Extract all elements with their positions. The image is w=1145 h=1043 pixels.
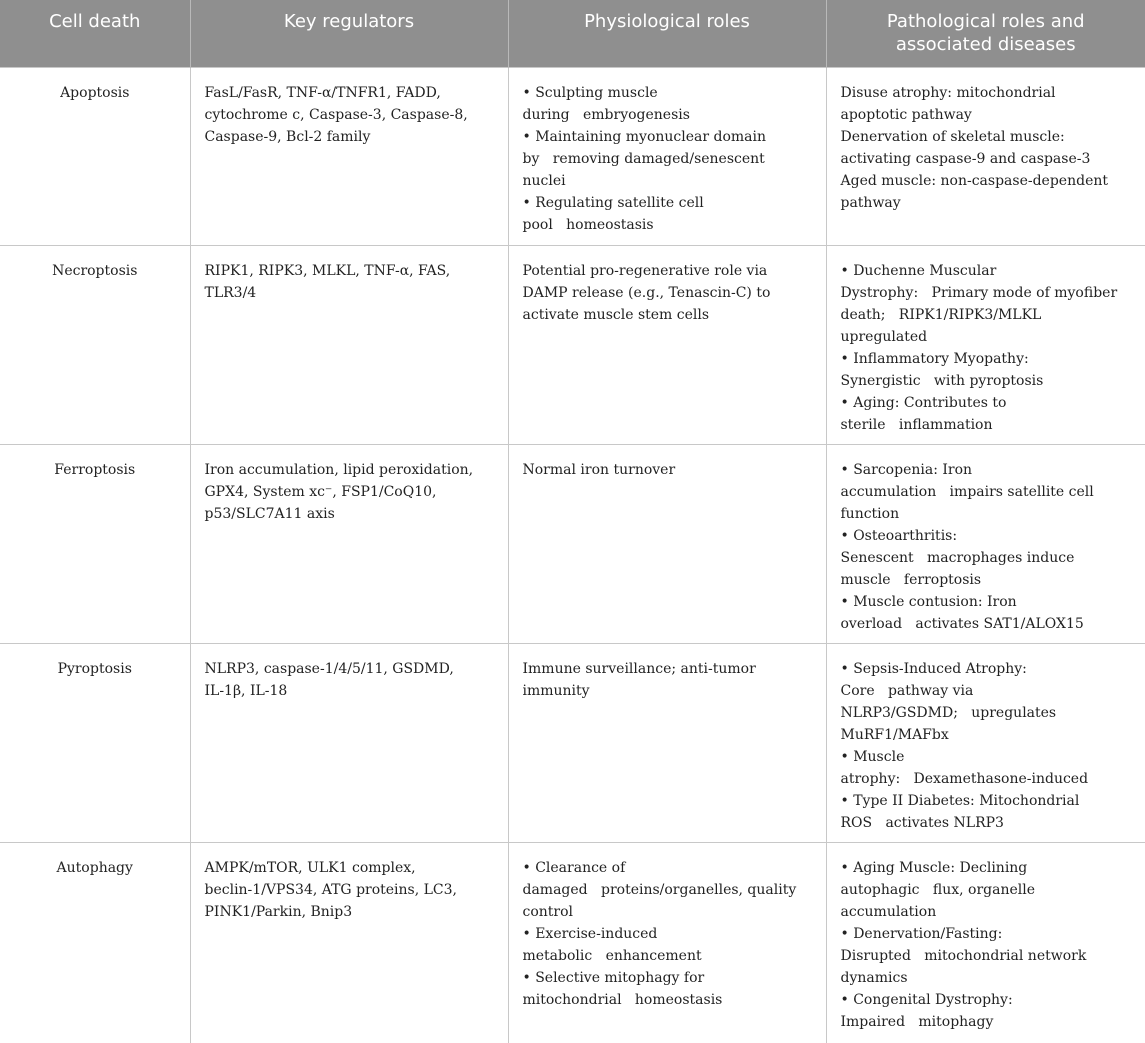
physiological-line: damaged proteins/organelles, quality bbox=[522, 882, 797, 898]
pathological-line: • Sarcopenia: Iron bbox=[840, 462, 973, 478]
pathological-line: • Aging Muscle: Declining bbox=[840, 860, 1028, 876]
pathological-line: Disuse atrophy: mitochondrial bbox=[840, 85, 1056, 101]
regulators-cell bbox=[190, 445, 508, 644]
regulators-line: cytochrome c, Caspase-3, Caspase-8, bbox=[204, 107, 468, 123]
regulators-line: IL-1β, IL-18 bbox=[204, 683, 288, 699]
pathological-line: pathway bbox=[840, 195, 901, 211]
regulators-cell bbox=[190, 68, 508, 246]
header-pathological-roles bbox=[826, 0, 1145, 68]
physiological-line: DAMP release (e.g., Tenascin-C) to bbox=[522, 285, 771, 301]
regulators-line: p53/SLC7A11 axis bbox=[204, 506, 335, 522]
regulators-line: NLRP3, caspase-1/4/5/11, GSDMD, bbox=[204, 661, 454, 677]
physiological-cell bbox=[508, 843, 826, 1043]
regulators-cell bbox=[190, 843, 508, 1043]
physiological-line: Normal iron turnover bbox=[522, 462, 676, 478]
pathological-line: • Duchenne Muscular bbox=[840, 263, 997, 279]
pathological-cell bbox=[826, 644, 1145, 843]
cell-death-name: Autophagy bbox=[0, 843, 190, 1043]
physiological-cell bbox=[508, 246, 826, 445]
physiological-cell bbox=[508, 445, 826, 644]
header-key-regulators: Key regulators bbox=[190, 0, 508, 68]
pathological-line: • Muscle contusion: Iron bbox=[840, 594, 1017, 610]
pathological-line: autophagic flux, organelle bbox=[840, 882, 1035, 898]
pathological-line: overload activates SAT1/ALOX15 bbox=[840, 616, 1084, 632]
pathological-line: ROS activates NLRP3 bbox=[840, 815, 1004, 831]
physiological-line: by removing damaged/senescent bbox=[522, 151, 765, 167]
header-pathological-line-1: Pathological roles and bbox=[886, 11, 1085, 32]
pathological-line: Impaired mitophagy bbox=[840, 1014, 994, 1030]
physiological-line: activate muscle stem cells bbox=[522, 307, 710, 323]
pathological-line: Dystrophy: Primary mode of myofiber bbox=[840, 285, 1118, 301]
pathological-line: Disrupted mitochondrial network bbox=[840, 948, 1087, 964]
pathological-line: sterile inflammation bbox=[840, 417, 993, 433]
physiological-line: • Selective mitophagy for bbox=[522, 970, 705, 986]
physiological-line: metabolic enhancement bbox=[522, 948, 702, 964]
physiological-line: • Sculpting muscle bbox=[522, 85, 658, 101]
pathological-line: accumulation bbox=[840, 904, 937, 920]
pathological-line: • Muscle bbox=[840, 749, 905, 765]
regulators-line: AMPK/mTOR, ULK1 complex, bbox=[204, 860, 416, 876]
physiological-line: pool homeostasis bbox=[522, 217, 654, 233]
regulators-cell bbox=[190, 644, 508, 843]
physiological-line: mitochondrial homeostasis bbox=[522, 992, 723, 1008]
pathological-cell bbox=[826, 445, 1145, 644]
pathological-line: • Congenital Dystrophy: bbox=[840, 992, 1013, 1008]
physiological-line: • Maintaining myonuclear domain bbox=[522, 129, 767, 145]
pathological-line: • Aging: Contributes to bbox=[840, 395, 1007, 411]
regulators-line: GPX4, System xc⁻, FSP1/CoQ10, bbox=[204, 484, 437, 500]
pathological-line: atrophy: Dexamethasone-induced bbox=[840, 771, 1089, 787]
cell-death-name: Apoptosis bbox=[0, 68, 190, 246]
cell-death-name: Necroptosis bbox=[0, 246, 190, 445]
pathological-line: apoptotic pathway bbox=[840, 107, 972, 123]
cell-death-name: Pyroptosis bbox=[0, 644, 190, 843]
pathological-line: Synergistic with pyroptosis bbox=[840, 373, 1044, 389]
pathological-line: activating caspase-9 and caspase-3 bbox=[840, 151, 1091, 167]
pathological-line: • Osteoarthritis: bbox=[840, 528, 958, 544]
physiological-line: Potential pro-regenerative role via bbox=[522, 263, 768, 279]
regulators-line: RIPK1, RIPK3, MLKL, TNF-α, FAS, bbox=[204, 263, 451, 279]
pathological-line: • Sepsis-Induced Atrophy: bbox=[840, 661, 1027, 677]
pathological-line: MuRF1/MAFbx bbox=[840, 727, 949, 743]
regulators-line: Caspase-9, Bcl-2 family bbox=[204, 129, 371, 145]
physiological-line: immunity bbox=[522, 683, 590, 699]
pathological-line: upregulated bbox=[840, 329, 928, 345]
header-row bbox=[0, 0, 1145, 68]
physiological-line: Immune surveillance; anti-tumor bbox=[522, 661, 756, 677]
pathological-cell bbox=[826, 246, 1145, 445]
pathological-line: Aged muscle: non-caspase-dependent bbox=[840, 173, 1108, 189]
header-cell-death: Cell death bbox=[0, 0, 190, 68]
pathological-line: Denervation of skeletal muscle: bbox=[840, 129, 1065, 145]
physiological-line: control bbox=[522, 904, 574, 920]
regulators-line: FasL/FasR, TNF-α/TNFR1, FADD, bbox=[204, 85, 441, 101]
pathological-line: Senescent macrophages induce bbox=[840, 550, 1075, 566]
pathological-line: Core pathway via bbox=[840, 683, 974, 699]
table-row-necroptosis bbox=[0, 246, 1145, 445]
pathological-line: NLRP3/GSDMD; upregulates bbox=[840, 705, 1057, 721]
pathological-cell bbox=[826, 68, 1145, 246]
table-body bbox=[0, 68, 1145, 1043]
regulators-line: TLR3/4 bbox=[204, 285, 257, 301]
table-row-pyroptosis bbox=[0, 644, 1145, 843]
pathological-line: muscle ferroptosis bbox=[840, 572, 982, 588]
header-physiological-roles: Physiological roles bbox=[508, 0, 826, 68]
table-row-autophagy bbox=[0, 843, 1145, 1043]
pathological-line: • Denervation/Fasting: bbox=[840, 926, 1003, 942]
regulators-line: beclin-1/VPS34, ATG proteins, LC3, bbox=[204, 882, 458, 898]
physiological-line: • Clearance of bbox=[522, 860, 626, 876]
header-pathological-line-2: associated diseases bbox=[895, 34, 1076, 55]
pathological-line: function bbox=[840, 506, 900, 522]
cell-death-name: Ferroptosis bbox=[0, 445, 190, 644]
physiological-line: nuclei bbox=[522, 173, 566, 189]
pathological-line: dynamics bbox=[840, 970, 908, 986]
physiological-line: • Regulating satellite cell bbox=[522, 195, 704, 211]
physiological-cell bbox=[508, 68, 826, 246]
pathological-cell bbox=[826, 843, 1145, 1043]
table-row-apoptosis bbox=[0, 68, 1145, 246]
regulators-line: PINK1/Parkin, Bnip3 bbox=[204, 904, 353, 920]
pathological-line: accumulation impairs satellite cell bbox=[840, 484, 1094, 500]
table-header bbox=[0, 0, 1145, 68]
physiological-line: • Exercise-induced bbox=[522, 926, 658, 942]
table-row-ferroptosis bbox=[0, 445, 1145, 644]
pathological-line: death; RIPK1/RIPK3/MLKL bbox=[840, 307, 1042, 323]
pathological-line: • Type II Diabetes: Mitochondrial bbox=[840, 793, 1080, 809]
regulators-cell bbox=[190, 246, 508, 445]
physiological-line: during embryogenesis bbox=[522, 107, 690, 123]
pathological-line: • Inflammatory Myopathy: bbox=[840, 351, 1029, 367]
physiological-cell bbox=[508, 644, 826, 843]
regulators-line: Iron accumulation, lipid peroxidation, bbox=[204, 462, 474, 478]
